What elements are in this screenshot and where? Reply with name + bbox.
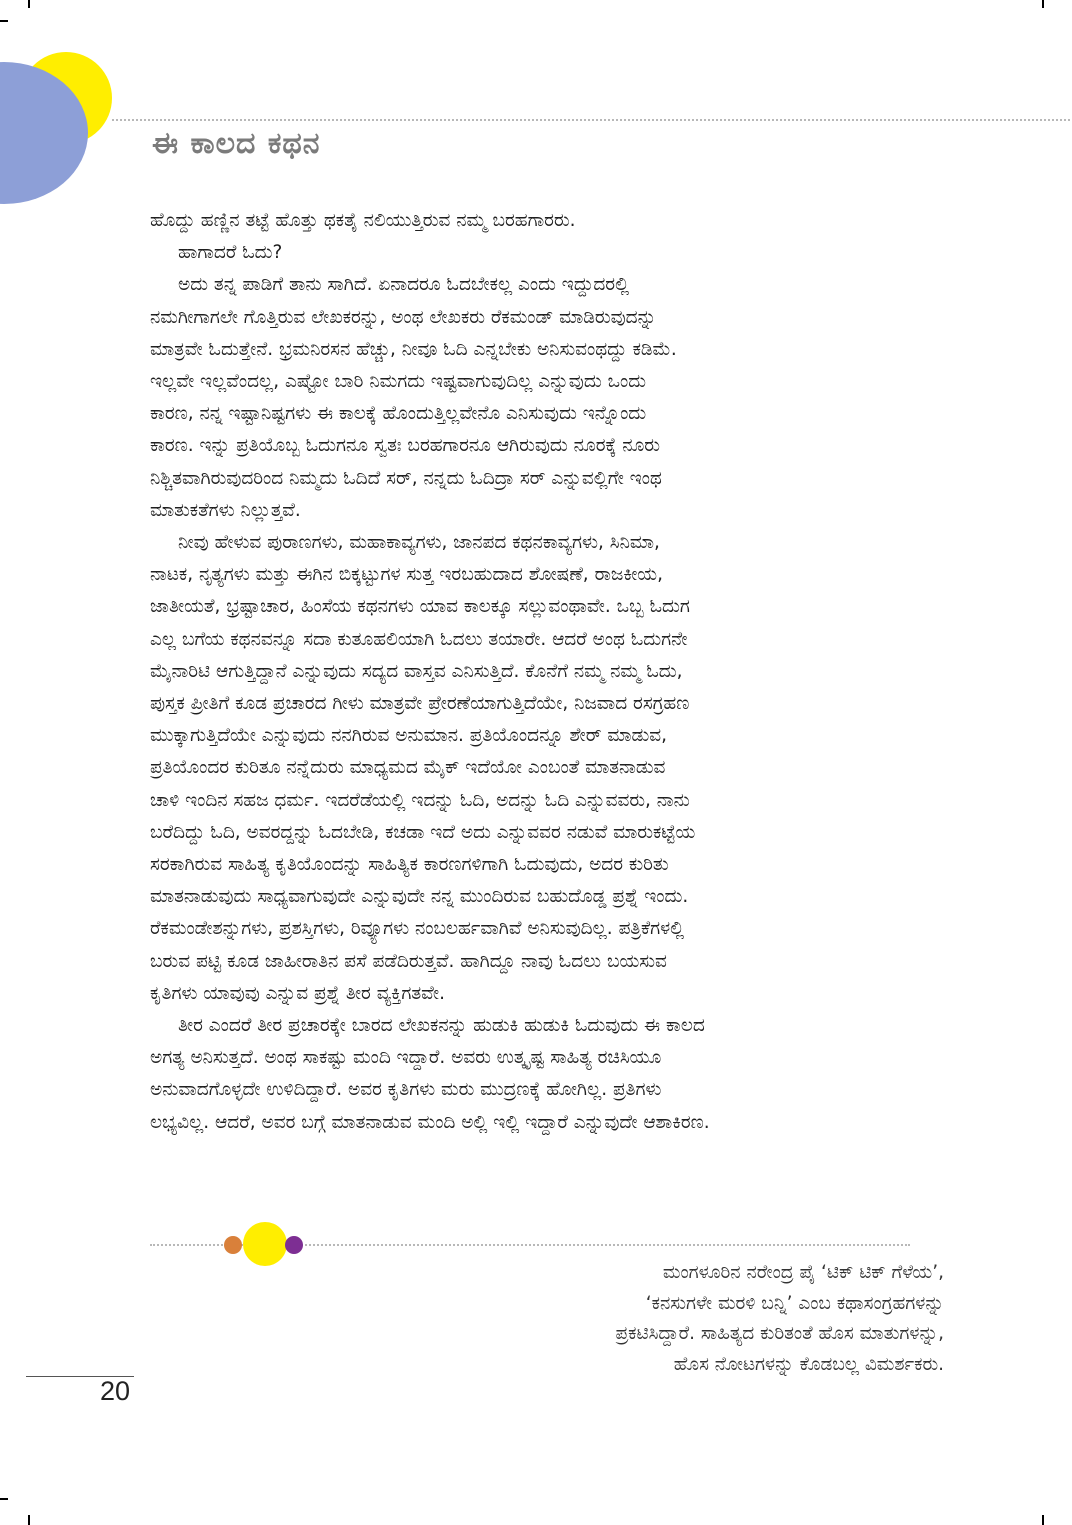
article-line: ಚಾಳಿ ಇಂದಿನ ಸಹಜ ಧರ್ಮ. ಇದರೆಡೆಯಲ್ಲಿ ಇದನ್ನು ಓದಿ, ಅದನ್ನು ಓದಿ ಎನ್ನುವವರು, ನಾನು (150, 789, 690, 811)
decorative-yellow-dot (243, 1222, 287, 1266)
article-line: ನೀವು ಹೇಳುವ ಪುರಾಣಗಳು, ಮಹಾಕಾವ್ಯಗಳು, ಜಾನಪದ ಕಥನಕಾವ್ಯಗಳು, ಸಿನಿಮಾ, (178, 532, 660, 554)
article-line: ಕಾರಣ. ಇನ್ನು ಪ್ರತಿಯೊಬ್ಬ ಓದುಗನೂ ಸ್ವತಃ ಬರಹಗಾರನೂ ಆಗಿರುವುದು ನೂರಕ್ಕೆ ನೂರು (150, 435, 660, 457)
top-dotted-rule (112, 119, 1070, 121)
article-line: ಪ್ರತಿಯೊಂದರ ಕುರಿತೂ ನನ್ನೆದುರು ಮಾಧ್ಯಮದ ಮೈಕ್ ಇದೆಯೋ ಎಂಬಂತೆ ಮಾತನಾಡುವ (150, 757, 666, 779)
page-number: 20 (100, 1376, 131, 1406)
crop-mark-bottom-right (1042, 1515, 1044, 1525)
author-bio-line: ಹೊಸ ನೋಟಗಳನ್ನು ಕೊಡಬಲ್ಲ ವಿಮರ್ಶಕರು. (673, 1353, 944, 1375)
article-line: ಜಾತೀಯತೆ, ಭ್ರಷ್ಟಾಚಾರ, ಹಿಂಸೆಯ ಕಥನಗಳು ಯಾವ ಕಾಲಕ್ಕೂ ಸಲ್ಲುವಂಥಾವೇ. ಒಬ್ಬ ಓದುಗ (150, 596, 690, 618)
crop-mark-bottom-left (28, 1515, 30, 1525)
crop-mark-top-left (28, 0, 30, 8)
article-line: ಹೊದ್ದು ಹಣ್ಣಿನ ತಟ್ಟೆ ಹೊತ್ತು ಥಕತೈ ನಲಿಯುತ್ತಿರುವ ನಮ್ಮ ಬರಹಗಾರರು. (150, 210, 576, 231)
page-title: ಈ ಕಾಲದ ಕಥನ (152, 126, 321, 161)
author-bio (384, 1258, 944, 1380)
article-line: ಇಲ್ಲವೇ ಇಲ್ಲವೆಂದಲ್ಲ, ಎಷ್ಟೋ ಬಾರಿ ನಿಮಗದು ಇಷ್ಟವಾಗುವುದಿಲ್ಲ ಎನ್ನುವುದು ಒಂದು (150, 371, 647, 393)
article-line: ಮಾತ್ರವೇ ಓದುತ್ತೇನೆ. ಭ್ರಮನಿರಸನ ಹೆಚ್ಚು, ನೀವೂ ಓದಿ ಎನ್ನಬೇಕು ಅನಿಸುವಂಥದ್ದು ಕಡಿಮೆ. (150, 338, 677, 360)
article-line: ಮುಕ್ಕಾಗುತ್ತಿದೆಯೇ ಎನ್ನುವುದು ನನಗಿರುವ ಅನುಮಾನ. ಪ್ರತಿಯೊಂದನ್ನೂ ಶೇರ್ ಮಾಡುವ, (150, 725, 667, 747)
article-line: ಅಗತ್ಯ ಅನಿಸುತ್ತದೆ. ಅಂಥ ಸಾಕಷ್ಟು ಮಂದಿ ಇದ್ದಾರೆ. ಅವರು ಉತ್ಕೃಷ್ಟ ಸಾಹಿತ್ಯ ರಚಿಸಿಯೂ (150, 1047, 662, 1069)
article-line: ಅದು ತನ್ನ ಪಾಡಿಗೆ ತಾನು ಸಾಗಿದೆ. ಏನಾದರೂ ಓದಬೇಕಲ್ಲ ಎಂದು ಇದ್ದುದರಲ್ಲಿ (178, 274, 630, 296)
article-line: ತೀರ ಎಂದರೆ ತೀರ ಪ್ರಚಾರಕ್ಕೇ ಬಾರದ ಲೇಖಕನನ್ನು ಹುಡುಕಿ ಹುಡುಕಿ ಓದುವುದು ಈ ಕಾಲದ (178, 1015, 705, 1037)
article-line: ಲಭ್ಯವಿಲ್ಲ. ಆದರೆ, ಅವರ ಬಗ್ಗೆ ಮಾತನಾಡುವ ಮಂದಿ ಅಲ್ಲಿ ಇಲ್ಲಿ ಇದ್ದಾರೆ ಎನ್ನುವುದೇ ಆಶಾಕಿರಣ. (150, 1111, 710, 1133)
article-line: ಅನುವಾದಗೊಳ್ಳದೇ ಉಳಿದಿದ್ದಾರೆ. ಅವರ ಕೃತಿಗಳು ಮರು ಮುದ್ರಣಕ್ಕೆ ಹೋಗಿಲ್ಲ. ಪ್ರತಿಗಳು (150, 1079, 662, 1101)
article-line: ಬರುವ ಪಟ್ಟಿ ಕೂಡ ಜಾಹೀರಾತಿನ ಪಸೆ ಪಡೆದಿರುತ್ತವೆ. ಹಾಗಿದ್ದೂ ನಾವು ಓದಲು ಬಯಸುವ (150, 950, 667, 972)
article-line: ಬರೆದಿದ್ದು ಓದಿ, ಅವರದ್ದನ್ನು ಓದಬೇಡಿ, ಕಚಡಾ ಇದೆ ಅದು ಎನ್ನುವವರ ನಡುವೆ ಮಾರುಕಟ್ಟೆಯ (150, 821, 696, 843)
article-line: ನಮಗೀಗಾಗಲೇ ಗೊತ್ತಿರುವ ಲೇಖಕರನ್ನು, ಅಂಥ ಲೇಖಕರು ರೆಕಮಂಡ್ ಮಾಡಿರುವುದನ್ನು (150, 306, 657, 328)
decorative-purple-dot (285, 1236, 303, 1254)
article-line: ಹಾಗಾದರೆ ಓದು? (178, 242, 283, 264)
article-line: ಕಾರಣ, ನನ್ನ ಇಷ್ಟಾನಿಷ್ಟಗಳು ಈ ಕಾಲಕ್ಕೆ ಹೊಂದುತ್ತಿಲ್ಲವೇನೊ ಎನಿಸುವುದು ಇನ್ನೊಂದು (150, 403, 647, 425)
article-line: ನಿಶ್ಚಿತವಾಗಿರುವುದರಿಂದ ನಿಮ್ಮದು ಓದಿದೆ ಸರ್, ನನ್ನದು ಓದಿದ್ರಾ ಸರ್ ಎನ್ನುವಲ್ಲಿಗೇ ಇಂಥ (150, 467, 662, 489)
crop-mark-top-right (1042, 0, 1044, 8)
article-line: ಮಾತುಕತೆಗಳು ನಿಲ್ಲುತ್ತವೆ. (150, 499, 301, 521)
article-line: ಕೃತಿಗಳು ಯಾವುವು ಎನ್ನುವ ಪ್ರಶ್ನೆ ತೀರ ವ್ಯಕ್ತಿಗತವೇ. (150, 982, 446, 1004)
decorative-orange-dot (224, 1236, 242, 1254)
author-bio-line: ಪ್ರಕಟಿಸಿದ್ದಾರೆ. ಸಾಹಿತ್ಯದ ಕುರಿತಂತೆ ಹೊಸ ಮಾತುಗಳನ್ನು, (615, 1323, 944, 1344)
article-line: ಪುಸ್ತಕ ಪ್ರೀತಿಗೆ ಕೂಡ ಪ್ರಚಾರದ ಗೀಳು ಮಾತ್ರವೇ ಪ್ರೇರಣೆಯಾಗುತ್ತಿದೆಯೇ, ನಿಜವಾದ ರಸಗ್ರಹಣ (150, 693, 690, 715)
author-bio-line: ಮಂಗಳೂರಿನ ನರೇಂದ್ರ ಪೈ ‘ಟಿಕ್ ಟಿಕ್ ಗೆಳೆಯ’, (662, 1262, 944, 1283)
article-line: ರೆಕಮಂಡೇಶನ್ನುಗಳು, ಪ್ರಶಸ್ತಿಗಳು, ರಿವ್ಯೂಗಳು ನಂಬಲರ್ಹವಾಗಿವೆ ಅನಿಸುವುದಿಲ್ಲ. ಪತ್ರಿಕೆಗಳಲ್ಲಿ (150, 918, 685, 940)
article-line: ಮಾತನಾಡುವುದು ಸಾಧ್ಯವಾಗುವುದೇ ಎನ್ನುವುದೇ ನನ್ನ ಮುಂದಿರುವ ಬಹುದೊಡ್ಡ ಪ್ರಶ್ನೆ ಇಂದು. (150, 886, 689, 908)
article-line: ಸರಕಾಗಿರುವ ಸಾಹಿತ್ಯ ಕೃತಿಯೊಂದನ್ನು ಸಾಹಿತ್ಯಿಕ ಕಾರಣಗಳಿಗಾಗಿ ಓದುವುದು, ಅದರ ಕುರಿತು (150, 854, 669, 876)
author-bio-line: ‘ಕನಸುಗಳೇ ಮರಳಿ ಬನ್ನಿ’ ಎಂಬ ಕಥಾಸಂಗ್ರಹಗಳನ್ನು (645, 1292, 944, 1314)
crop-mark-bottom-left-side (0, 1498, 8, 1500)
article-line: ನಾಟಕ, ನೃತ್ಯಗಳು ಮತ್ತು ಈಗಿನ ಬಿಕ್ಕಟ್ಟುಗಳ ಸುತ್ತ ಇರಬಹುದಾದ ಶೋಷಣೆ, ರಾಜಕೀಯ, (150, 564, 663, 586)
article-body (150, 205, 940, 1139)
article-line: ಮೈನಾರಿಟಿ ಆಗುತ್ತಿದ್ದಾನೆ ಎನ್ನುವುದು ಸದ್ಯದ ವಾಸ್ತವ ಎನಿಸುತ್ತಿದೆ. ಕೊನೆಗೆ ನಮ್ಮ ನಮ್ಮ ಓದು, (150, 660, 683, 682)
article-line: ಎಲ್ಲ ಬಗೆಯ ಕಥನವನ್ನೂ ಸದಾ ಕುತೂಹಲಿಯಾಗಿ ಓದಲು ತಯಾರೇ. ಆದರೆ ಅಂಥ ಓದುಗನೇ (150, 628, 688, 650)
crop-mark-top-left-side (0, 20, 8, 22)
